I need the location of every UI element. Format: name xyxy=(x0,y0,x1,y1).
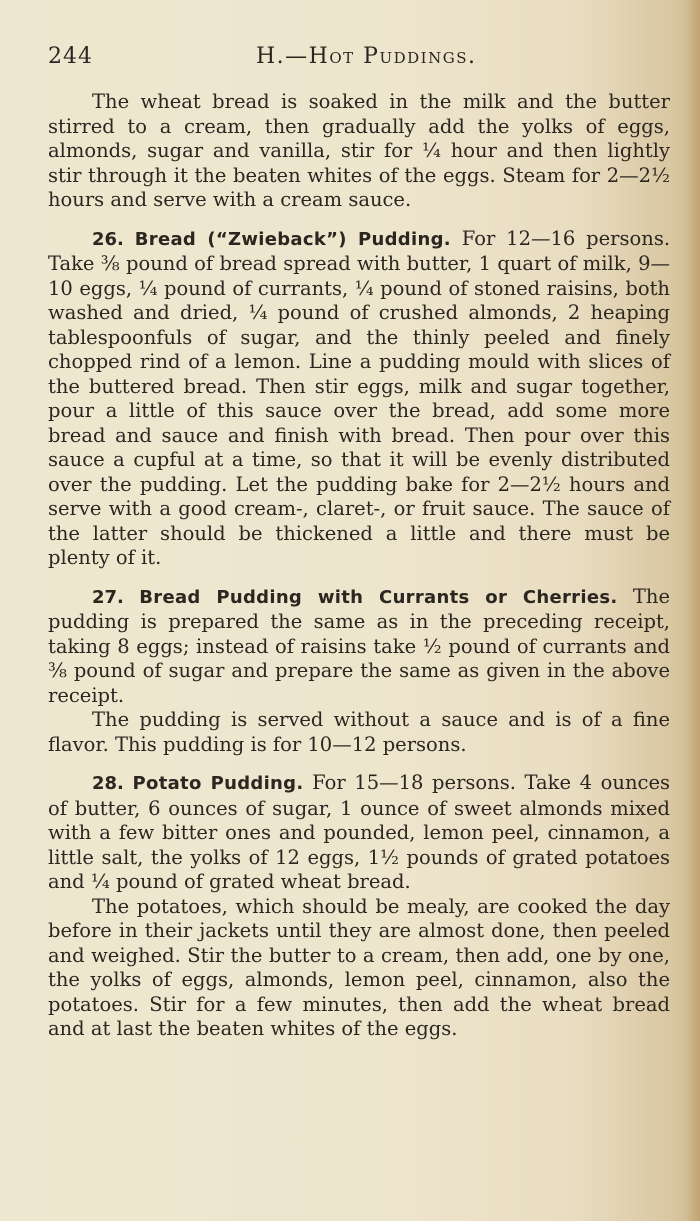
recipe-number: 26. xyxy=(92,228,124,250)
page-header xyxy=(48,44,648,74)
page-number: 244 xyxy=(48,44,93,69)
running-head: H.—Hot Puddings. xyxy=(256,44,477,69)
intro-paragraph: The wheat bread is soaked in the milk and the butter stirred to a cream, then gradually add the yolks of eggs, almonds, sugar and vanilla, stir for ¼ hour and then lightly stir through it the beaten whites of the eggs. Steam for 2—2½ hours and serve with a cream sauce. xyxy=(48,90,670,211)
recipe-title: Bread Pudding with Currants or Cherries. xyxy=(139,586,618,608)
recipe-26 xyxy=(48,227,670,571)
recipe-28 xyxy=(48,771,670,895)
recipe-title: Bread (“Zwieback”) Pudding. xyxy=(134,228,451,250)
recipe-title: Potato Pudding. xyxy=(132,773,304,794)
recipe-27 xyxy=(48,585,670,709)
page-body xyxy=(48,90,670,1042)
page-edge-shadow xyxy=(686,0,700,1221)
recipe-number: 27. xyxy=(92,586,124,608)
recipe-text: For 12—16 persons. Take ⅜ pound of bread spread with butter, 1 quart of milk, 9—10 eggs, ¼ pound of currants, ¼ pound of stoned raisins, both washed and dried, ¼ pound of crushed almonds, 2 heaping tablespoonfuls of sugar, and the thinly peeled and finely chopped rind of a lemon. Line a pudding mould with slices of the buttered bread. Then stir eggs, milk and sugar together, pour a little of this sauce over the bread, add some more bread and sauce and finish with bread. Then pour over this sauce a cupful at a time, so that it will be evenly distributed over the pudding. Let the pudding bake for 2—2½ hours and serve with a good cream-, claret-, or fruit sauce. The sauce of the latter should be thickened a little and there must be plenty of it. xyxy=(48,226,671,569)
recipe-28-method: The potatoes, which should be mealy, are cooked the day before in their jackets until they are almost done, then peeled and weighed. Stir the butter to a cream, then add, one by one, the yolks of eggs, almonds, lemon peel, cinnamon, also the potatoes. Stir for a few minutes, then add the wheat bread and at last the beaten whites of the eggs. xyxy=(48,894,670,1040)
recipe-27-note: The pudding is served without a sauce and is of a fine flavor. This pudding is for 10—12 persons. xyxy=(48,708,670,756)
recipe-number: 28. xyxy=(92,773,124,794)
recipe-text: For 15—18 persons. Take 4 ounces of butter, 6 ounces of sugar, 1 ounce of sweet almonds mixed with a few bitter ones and pounded, lemon peel, cinnamon, a little salt, the yolks of 12 eggs, 1½ pounds of grated potatoes and ¼ pound of grated wheat bread. xyxy=(48,771,671,893)
recipe-text: The pudding is prepared the same as in the preceding receipt, taking 8 eggs; instead of raisins take ½ pound of currants and ⅜ pound of sugar and prepare the same as given in the above receipt. xyxy=(48,584,670,707)
